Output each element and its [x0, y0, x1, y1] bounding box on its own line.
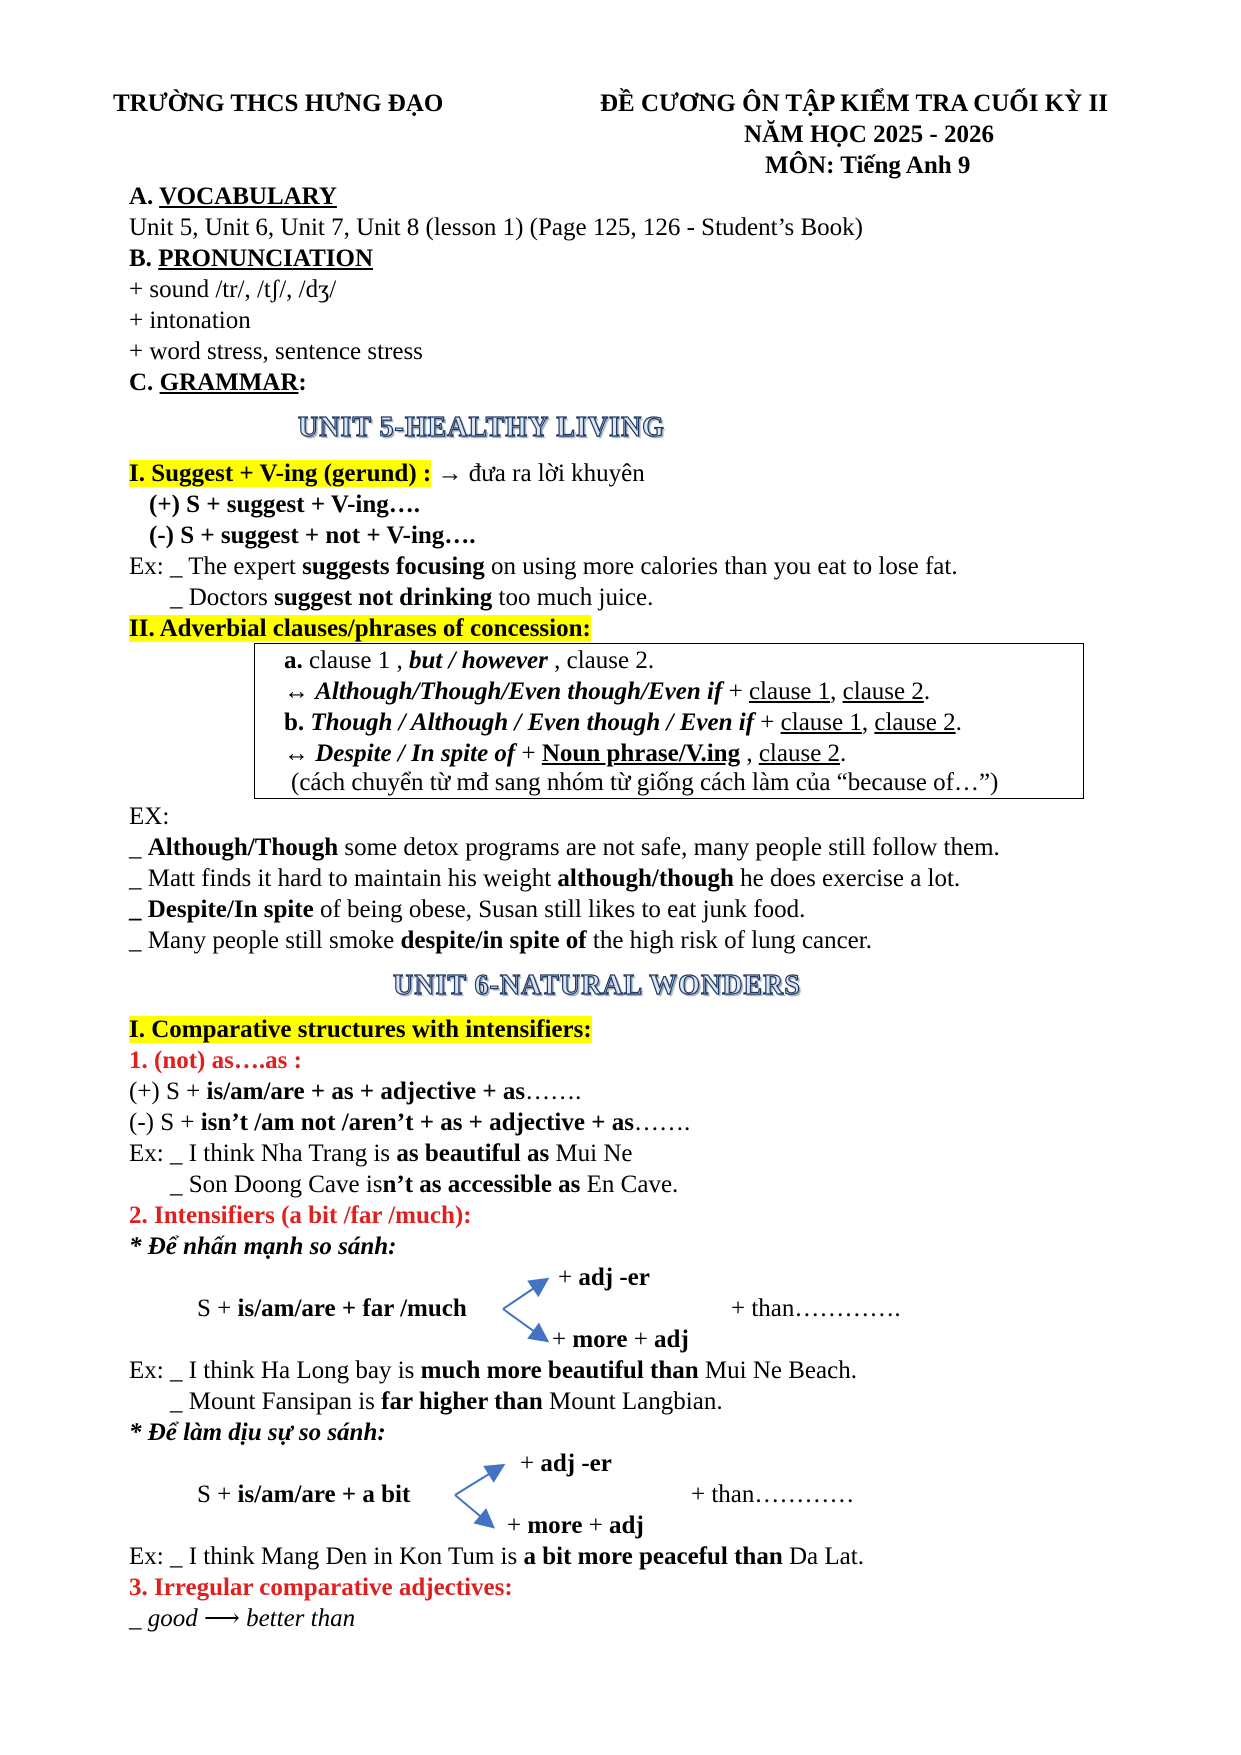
unit6-title: UNIT 6-NATURAL WONDERS	[393, 970, 801, 1001]
rule-note: (cách chuyển từ mđ sang nhóm từ giống cách làm của “because of…”)	[291, 769, 999, 796]
concession-example-2: _ Matt finds it hard to maintain his weight although/though he does exercise a lot.	[129, 865, 961, 892]
pron-item: + word stress, sentence stress	[129, 338, 423, 365]
examples-label: EX:	[129, 803, 170, 830]
rule-a-equivalent: ↔ Although/Though/Even though/Even if + clause 1, clause 2.	[284, 678, 931, 705]
concession-example-1: _ Although/Though some detox programs are not safe, many people still follow them.	[129, 834, 1000, 861]
grammar-heading: C. GRAMMAR:	[129, 369, 307, 396]
pron-heading: B. PRONUNCIATION	[129, 245, 374, 272]
rule-b: b. Though / Although / Even though / Even if + clause 1, clause 2.	[284, 709, 962, 736]
irregular-item: _ good ⟶ better than	[129, 1605, 356, 1632]
formula2-base: S + is/am/are + a bit	[197, 1481, 411, 1508]
suggest-example-1: Ex: _ The expert suggests focusing on using more calories than you eat to lose fat.	[129, 553, 958, 580]
softening-label: * Để làm dịu sự so sánh:	[129, 1419, 386, 1446]
intensifier-example-1: Ex: _ I think Ha Long bay is much more beautiful than Mui Ne Beach.	[129, 1357, 857, 1384]
formula2-than: + than…………	[691, 1481, 855, 1508]
formula2-top-branch: + adj -er	[520, 1450, 612, 1477]
subject-line: MÔN: Tiếng Anh 9	[765, 152, 971, 179]
concession-heading: II. Adverbial clauses/phrases of concession:	[129, 615, 591, 642]
vocab-heading: A. VOCABULARY	[129, 183, 337, 210]
concession-example-4: _ Many people still smoke despite/in spite of the high risk of lung cancer.	[129, 927, 872, 954]
rule-a: a. clause 1 , but / however , clause 2.	[284, 647, 655, 674]
comparative-heading: I. Comparative structures with intensifiers:	[129, 1016, 592, 1043]
formula1-up-arrow	[503, 1280, 546, 1309]
unit5-title: UNIT 5-HEALTHY LIVING	[298, 412, 665, 443]
suggest-negative: (-) S + suggest + not + V-ing….	[149, 522, 476, 549]
formula1-top-branch: + adj -er	[558, 1264, 650, 1291]
softening-example: Ex: _ I think Mang Den in Kon Tum is a bit more peaceful than Da Lat.	[129, 1543, 864, 1570]
intensifiers-heading: 2. Intensifiers (a bit /far /much):	[129, 1202, 472, 1229]
formula1-base: S + is/am/are + far /much	[197, 1295, 467, 1322]
as-as-example-2: _ Son Doong Cave isn’t as accessible as En Cave.	[170, 1171, 679, 1198]
formula1-than: + than………….	[731, 1295, 901, 1322]
concession-example-3: _ Despite/In spite of being obese, Susan still likes to eat junk food.	[129, 896, 806, 923]
formula1-down-arrow	[503, 1309, 546, 1340]
emphasis-label: * Để nhấn mạnh so sánh:	[129, 1233, 397, 1260]
as-as-heading: 1. (not) as….as :	[129, 1047, 302, 1074]
as-as-negative: (-) S + isn’t /am not /aren’t + as + adjective + as…….	[129, 1109, 691, 1136]
suggest-positive: (+) S + suggest + V-ing….	[149, 491, 420, 518]
as-as-positive: (+) S + is/am/are + as + adjective + as…….	[129, 1078, 582, 1105]
formula1-bottom-branch: + more + adj	[552, 1326, 689, 1353]
formula2-up-arrow	[455, 1466, 502, 1495]
doc-title: ĐỀ CƯƠNG ÔN TẬP KIỂM TRA CUỐI KỲ II	[600, 90, 1108, 117]
pron-item: + intonation	[129, 307, 251, 334]
suggest-example-2: _ Doctors suggest not drinking too much juice.	[170, 584, 654, 611]
pron-item: + sound /tr/, /tʃ/, /dʒ/	[129, 276, 337, 303]
suggest-heading-line: I. Suggest + V-ing (gerund) : → đưa ra lời khuyên	[129, 460, 645, 487]
formula2-down-arrow	[455, 1495, 492, 1526]
intensifier-example-2: _ Mount Fansipan is far higher than Mount Langbian.	[170, 1388, 723, 1415]
irregular-heading: 3. Irregular comparative adjectives:	[129, 1574, 513, 1601]
school-name: TRƯỜNG THCS HƯNG ĐẠO	[113, 90, 444, 117]
rule-b-equivalent: ↔ Despite / In spite of + Noun phrase/V.ing , clause 2.	[284, 740, 847, 767]
school-year: NĂM HỌC 2025 - 2026	[744, 121, 994, 148]
vocab-content: Unit 5, Unit 6, Unit 7, Unit 8 (lesson 1) (Page 125, 126 - Student’s Book)	[129, 214, 863, 241]
as-as-example-1: Ex: _ I think Nha Trang is as beautiful as Mui Ne	[129, 1140, 633, 1167]
formula2-bottom-branch: + more + adj	[507, 1512, 644, 1539]
